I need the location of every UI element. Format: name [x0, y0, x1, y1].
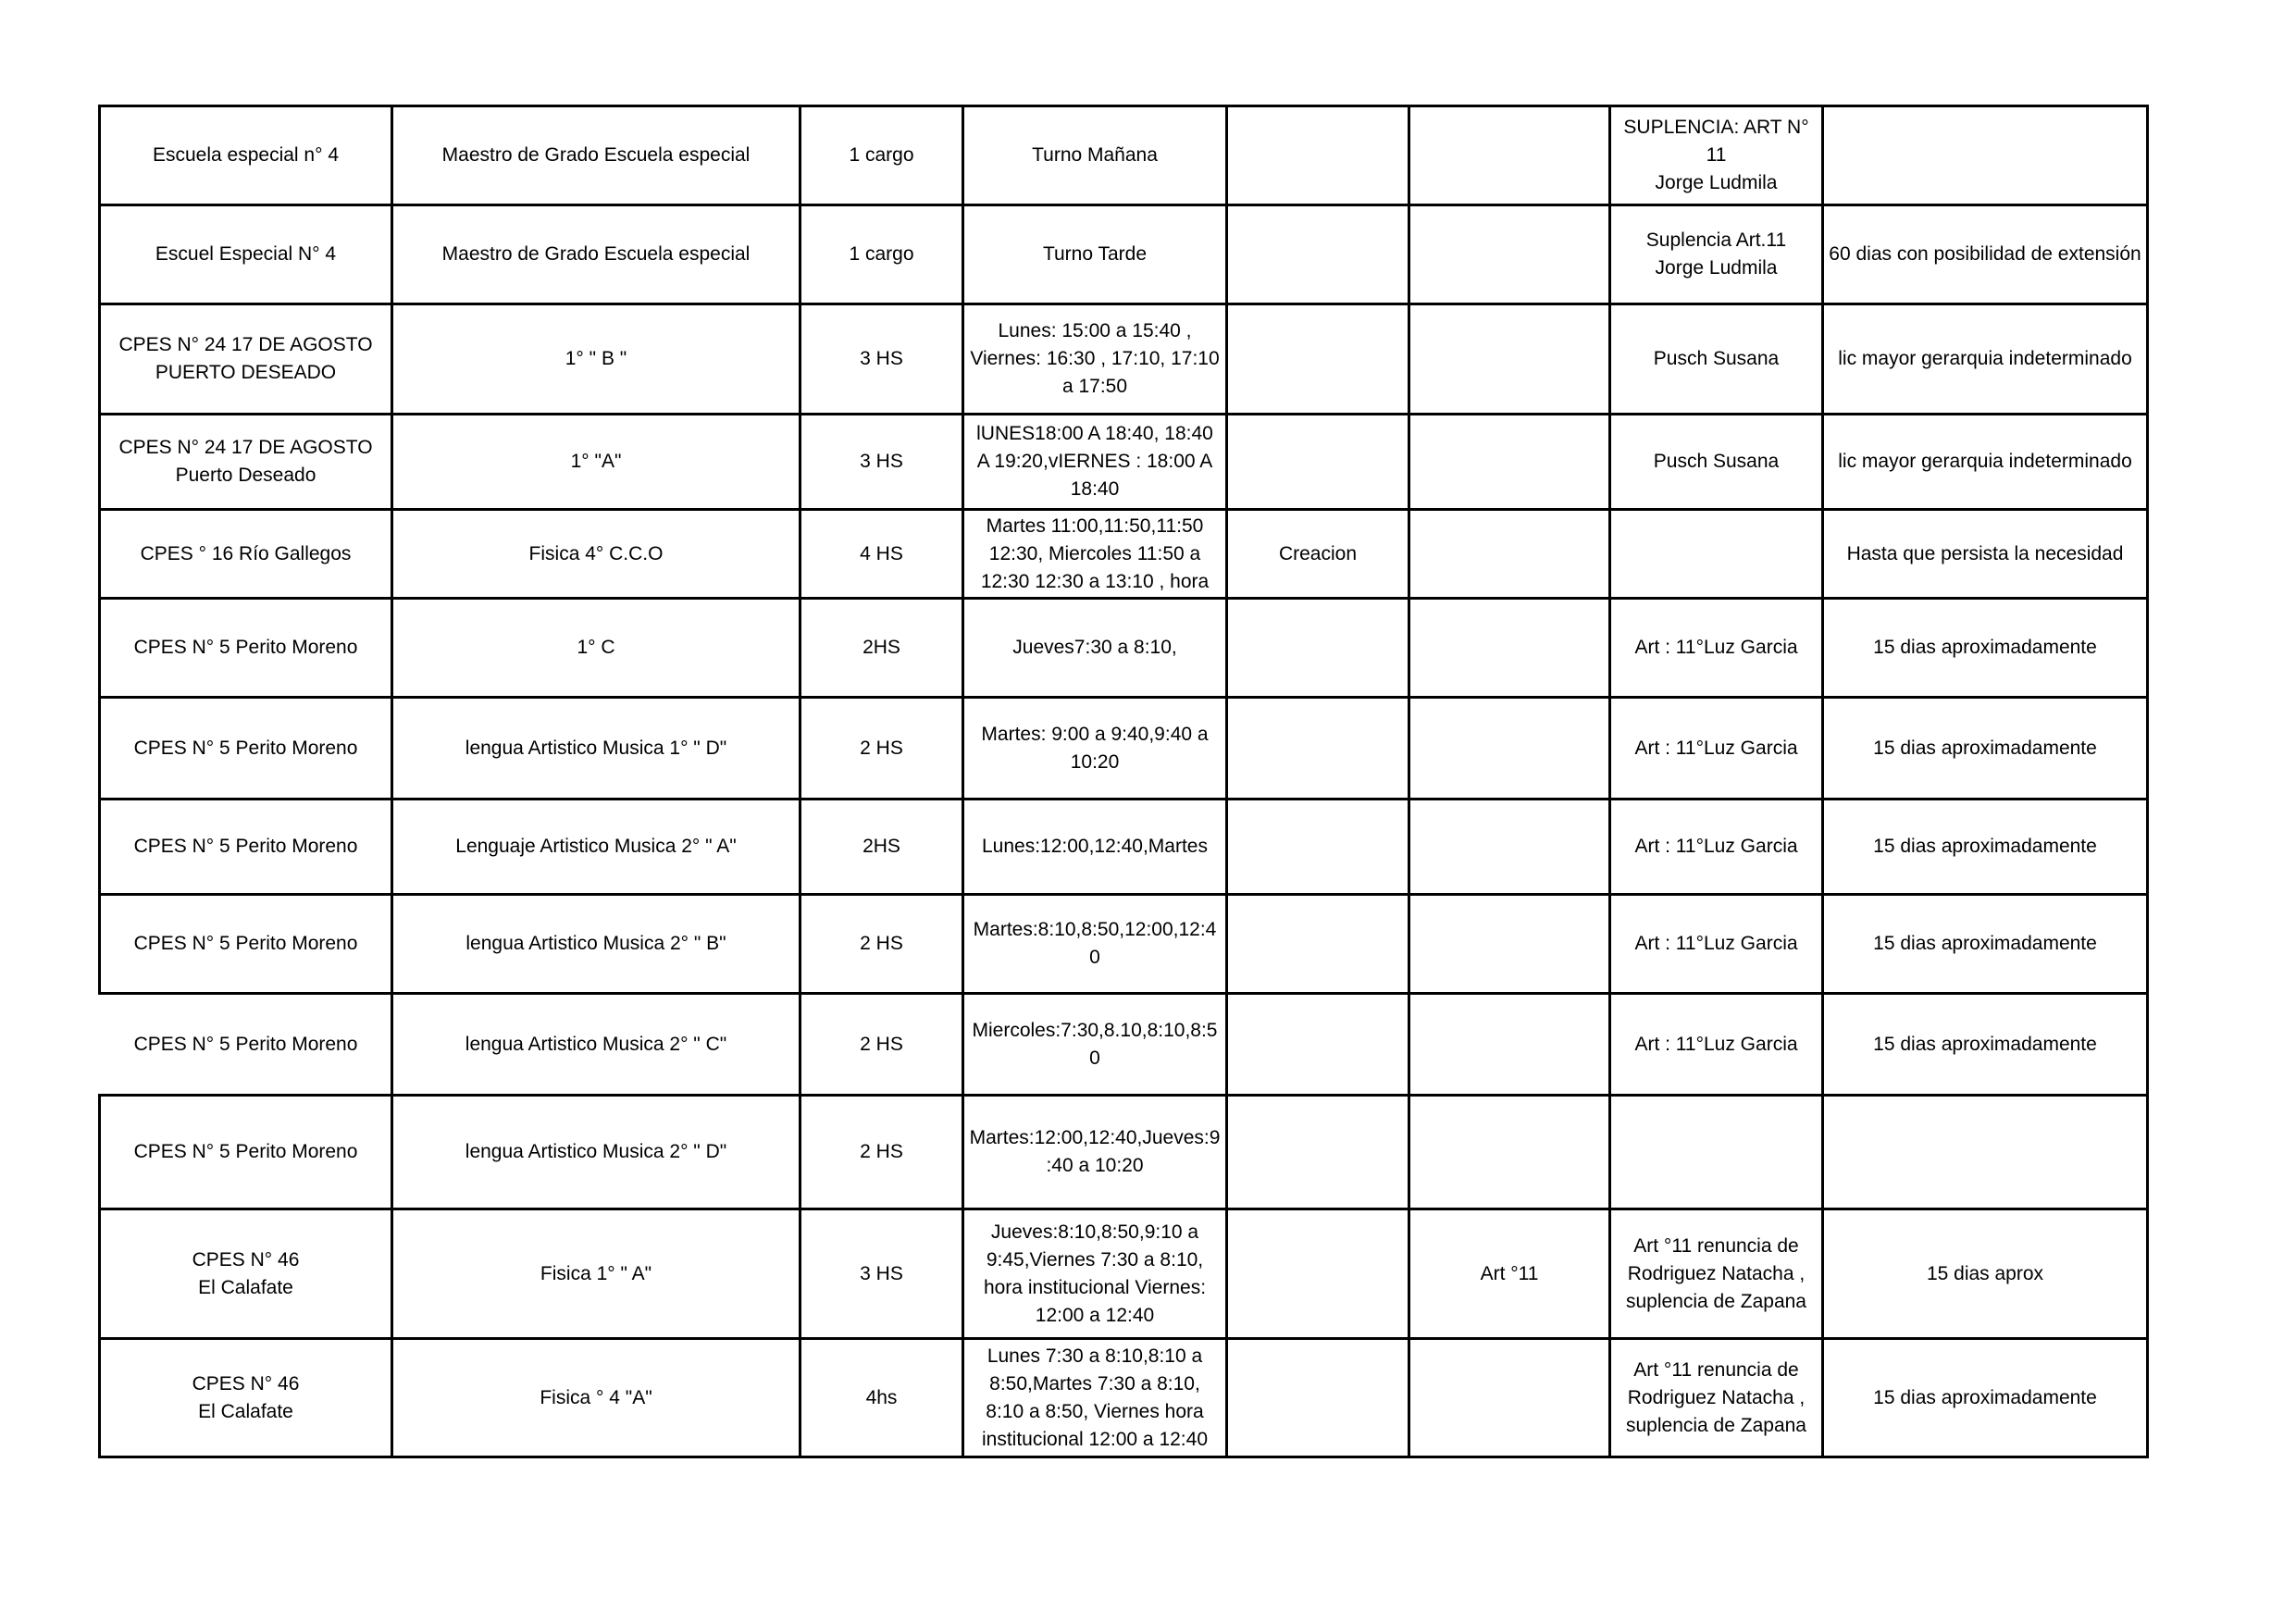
- substitute-cell-text: Pusch Susana: [1653, 348, 1780, 369]
- quantity-cell: [800, 304, 963, 415]
- table-row: [100, 106, 2148, 205]
- table-row: [100, 415, 2148, 510]
- school-cell-text: CPES N° 5 Perito Moreno: [133, 933, 358, 954]
- substitute-cell-text: Art : 11°Luz Garcia: [1634, 737, 1798, 759]
- duration-cell-text: 15 dias aproximadamente: [1873, 637, 2097, 658]
- school-cell-text: CPES N° 24 17 DE AGOSTO Puerto Deseado: [118, 437, 373, 486]
- position-cell-text: 1° " B ": [565, 348, 627, 369]
- substitute-cell-text: Art °11 renuncia de Rodriguez Natacha , suplencia de Zapana: [1626, 1234, 1806, 1312]
- position-cell: [392, 800, 800, 895]
- school-cell-text: CPES N° 46 El Calafate: [192, 1372, 300, 1422]
- school-cell-text: CPES ° 16 Río Gallegos: [140, 542, 352, 564]
- substitute-cell-text: SUPLENCIA: ART N° 11 Jorge Ludmila: [1623, 117, 1809, 193]
- duration-cell: [1823, 994, 2148, 1096]
- substitute-cell: [1610, 1096, 1823, 1209]
- quantity-cell-text: 3 HS: [860, 451, 903, 472]
- schedule-cell-text: Turno Tarde: [1042, 243, 1148, 265]
- schedule-cell: [963, 1339, 1227, 1457]
- position-cell: [392, 415, 800, 510]
- type-cell: [1227, 510, 1409, 599]
- school-cell-text: CPES N° 5 Perito Moreno: [133, 1141, 358, 1162]
- substitute-cell: [1610, 599, 1823, 698]
- school-cell: [100, 1339, 392, 1457]
- schedule-cell: [963, 1209, 1227, 1339]
- quantity-cell: [800, 205, 963, 304]
- school-cell: [100, 1209, 392, 1339]
- substitute-cell: [1610, 510, 1823, 599]
- article-cell: [1409, 1339, 1610, 1457]
- type-cell: [1227, 698, 1409, 800]
- position-cell-text: 1° "A": [570, 451, 622, 472]
- quantity-cell: [800, 994, 963, 1096]
- table-body: [100, 106, 2148, 1457]
- schedule-cell: [963, 1096, 1227, 1209]
- duration-cell: [1823, 1096, 2148, 1209]
- duration-cell: [1823, 1209, 2148, 1339]
- type-cell: [1227, 994, 1409, 1096]
- schedule-cell: [963, 415, 1227, 510]
- article-cell: [1409, 1096, 1610, 1209]
- substitute-cell-text: Art : 11°Luz Garcia: [1634, 1033, 1798, 1055]
- table-row: [100, 1096, 2148, 1209]
- table-row: [100, 800, 2148, 895]
- duration-cell: [1823, 415, 2148, 510]
- table-row: [100, 304, 2148, 415]
- position-cell: [392, 1339, 800, 1457]
- position-cell: [392, 510, 800, 599]
- schedule-cell-text: Lunes: 15:00 a 15:40 , Viernes: 16:30 , 17:10, 17:10 a 17:50: [970, 320, 1220, 397]
- position-cell: [392, 895, 800, 994]
- duration-cell-text: 15 dias aprox: [1926, 1262, 2044, 1284]
- article-cell: [1409, 415, 1610, 510]
- schedule-cell: [963, 304, 1227, 415]
- substitute-cell-text: Art °11 renuncia de Rodriguez Natacha , suplencia de Zapana: [1626, 1358, 1806, 1436]
- substitute-cell: [1610, 800, 1823, 895]
- schedule-cell-text: Lunes 7:30 a 8:10,8:10 a 8:50,Martes 7:30 a 8:10, 8:10 a 8:50, Viernes hora institucional 12:00 a 12:40: [981, 1345, 1208, 1450]
- school-cell-text: Escuela especial n° 4: [152, 144, 340, 166]
- quantity-cell: [800, 895, 963, 994]
- position-cell-text: lengua Artistico Musica 1° " D": [465, 737, 727, 759]
- school-cell: [100, 304, 392, 415]
- quantity-cell-text: 2 HS: [860, 933, 903, 954]
- school-cell: [100, 698, 392, 800]
- quantity-cell-text: 3 HS: [860, 1262, 903, 1284]
- substitute-cell: [1610, 304, 1823, 415]
- duration-cell-text: lic mayor gerarquia indeterminado: [1838, 451, 2132, 472]
- substitute-cell: [1610, 895, 1823, 994]
- schedule-cell-text: Turno Mañana: [1032, 144, 1158, 166]
- school-cell-text: CPES N° 5 Perito Moreno: [133, 1033, 358, 1055]
- position-cell-text: 1° C: [577, 637, 615, 658]
- type-cell: [1227, 1339, 1409, 1457]
- duration-cell: [1823, 205, 2148, 304]
- substitute-cell-text: Suplencia Art.11 Jorge Ludmila: [1645, 229, 1787, 279]
- position-cell-text: Fisica 4° C.C.O: [528, 542, 664, 564]
- duration-cell: [1823, 304, 2148, 415]
- duration-cell: [1823, 1339, 2148, 1457]
- school-cell-text: CPES N° 5 Perito Moreno: [133, 637, 358, 658]
- position-cell-text: lengua Artistico Musica 2° " D": [465, 1141, 727, 1162]
- quantity-cell-text: 3 HS: [860, 348, 903, 369]
- school-cell-text: CPES N° 5 Perito Moreno: [133, 836, 358, 857]
- duration-cell: [1823, 800, 2148, 895]
- duration-cell: [1823, 510, 2148, 599]
- position-cell-text: Maestro de Grado Escuela especial: [441, 243, 751, 265]
- substitute-cell-text: Art : 11°Luz Garcia: [1634, 933, 1798, 954]
- article-cell: [1409, 106, 1610, 205]
- schedule-cell-text: Lunes:12:00,12:40,Martes: [981, 836, 1208, 857]
- schedule-cell-text: Martes: 9:00 a 9:40,9:40 a 10:20: [981, 723, 1209, 773]
- quantity-cell-text: 2HS: [863, 836, 900, 857]
- quantity-cell-text: 2HS: [863, 637, 900, 658]
- article-cell: [1409, 510, 1610, 599]
- type-cell: [1227, 106, 1409, 205]
- type-cell: [1227, 895, 1409, 994]
- schedule-cell-text: Jueves:8:10,8:50,9:10 a 9:45,Viernes 7:30 a 8:10, hora institucional Viernes: 12:00 a 12:40: [983, 1221, 1207, 1326]
- schedule-cell-text: Martes:8:10,8:50,12:00,12:4 0: [973, 919, 1217, 968]
- schedule-cell: [963, 698, 1227, 800]
- duration-cell: [1823, 895, 2148, 994]
- substitute-cell-text: Pusch Susana: [1653, 451, 1780, 472]
- schedule-cell-text: lUNES18:00 A 18:40, 18:40 A 19:20,vIERNES : 18:00 A 18:40: [976, 423, 1213, 500]
- type-cell: [1227, 800, 1409, 895]
- table-row: [100, 698, 2148, 800]
- position-cell: [392, 205, 800, 304]
- type-cell: [1227, 599, 1409, 698]
- article-cell: [1409, 895, 1610, 994]
- quantity-cell: [800, 698, 963, 800]
- table-row: [100, 205, 2148, 304]
- school-cell: [100, 800, 392, 895]
- duration-cell-text: 15 dias aproximadamente: [1873, 1386, 2097, 1408]
- article-cell: [1409, 698, 1610, 800]
- substitute-cell: [1610, 415, 1823, 510]
- substitute-cell: [1610, 698, 1823, 800]
- school-cell: [100, 895, 392, 994]
- type-cell: [1227, 1209, 1409, 1339]
- school-cell: [100, 106, 392, 205]
- quantity-cell: [800, 1096, 963, 1209]
- schedule-cell: [963, 510, 1227, 599]
- article-cell: [1409, 304, 1610, 415]
- quantity-cell-text: 4 HS: [860, 542, 903, 564]
- quantity-cell: [800, 1209, 963, 1339]
- duration-cell-text: 60 dias con posibilidad de extensión: [1829, 243, 2141, 265]
- schedule-cell: [963, 994, 1227, 1096]
- school-cell-text: CPES N° 24 17 DE AGOSTO PUERTO DESEADO: [118, 334, 373, 383]
- school-cell: [100, 415, 392, 510]
- quantity-cell-text: 2 HS: [860, 737, 903, 759]
- article-cell: [1409, 800, 1610, 895]
- position-cell: [392, 698, 800, 800]
- school-cell-text: CPES N° 46 El Calafate: [192, 1248, 300, 1298]
- position-cell: [392, 994, 800, 1096]
- substitute-cell: [1610, 994, 1823, 1096]
- schedule-cell-text: Martes 11:00,11:50,11:50 12:30, Miercoles 11:50 a 12:30 12:30 a 13:10 , hora: [980, 514, 1210, 592]
- vacancy-table: [98, 105, 2149, 1458]
- article-cell-text: Art °11: [1480, 1262, 1539, 1284]
- table-row: [100, 1339, 2148, 1457]
- position-cell: [392, 599, 800, 698]
- substitute-cell-text: Art : 11°Luz Garcia: [1634, 637, 1798, 658]
- school-cell-text: Escuel Especial N° 4: [155, 243, 337, 265]
- school-cell: [100, 994, 392, 1096]
- duration-cell: [1823, 106, 2148, 205]
- table-row: [100, 510, 2148, 599]
- schedule-cell: [963, 895, 1227, 994]
- table-row: [100, 1209, 2148, 1339]
- quantity-cell-text: 4hs: [865, 1386, 898, 1408]
- schedule-cell-text: Miercoles:7:30,8.10,8:10,8:5 0: [972, 1019, 1218, 1069]
- position-cell-text: lengua Artistico Musica 2° " B": [465, 933, 726, 954]
- position-cell: [392, 106, 800, 205]
- position-cell-text: Fisica 1° " A": [540, 1262, 652, 1284]
- type-cell: [1227, 1096, 1409, 1209]
- table-row: [100, 895, 2148, 994]
- duration-cell-text: lic mayor gerarquia indeterminado: [1838, 348, 2132, 369]
- quantity-cell: [800, 800, 963, 895]
- duration-cell: [1823, 698, 2148, 800]
- type-cell-text: Creacion: [1278, 542, 1358, 564]
- schedule-cell: [963, 106, 1227, 205]
- quantity-cell-text: 2 HS: [860, 1141, 903, 1162]
- duration-cell-text: Hasta que persista la necesidad: [1846, 542, 2124, 564]
- type-cell: [1227, 304, 1409, 415]
- substitute-cell: [1610, 1209, 1823, 1339]
- schedule-cell: [963, 599, 1227, 698]
- duration-cell-text: 15 dias aproximadamente: [1873, 933, 2097, 954]
- position-cell-text: lengua Artistico Musica 2° " C": [465, 1033, 727, 1055]
- substitute-cell-text: Art : 11°Luz Garcia: [1634, 836, 1798, 857]
- table-row: [100, 599, 2148, 698]
- table-row: [100, 994, 2148, 1096]
- quantity-cell: [800, 599, 963, 698]
- position-cell-text: Fisica ° 4 "A": [540, 1386, 652, 1408]
- quantity-cell-text: 2 HS: [860, 1033, 903, 1055]
- article-cell: [1409, 205, 1610, 304]
- quantity-cell: [800, 415, 963, 510]
- schedule-cell: [963, 205, 1227, 304]
- position-cell: [392, 1096, 800, 1209]
- duration-cell-text: 15 dias aproximadamente: [1873, 836, 2097, 857]
- duration-cell-text: 15 dias aproximadamente: [1873, 737, 2097, 759]
- substitute-cell: [1610, 106, 1823, 205]
- quantity-cell-text: 1 cargo: [849, 243, 914, 265]
- duration-cell: [1823, 599, 2148, 698]
- type-cell: [1227, 415, 1409, 510]
- position-cell: [392, 1209, 800, 1339]
- position-cell: [392, 304, 800, 415]
- article-cell: [1409, 1209, 1610, 1339]
- quantity-cell-text: 1 cargo: [849, 144, 914, 166]
- substitute-cell: [1610, 1339, 1823, 1457]
- article-cell: [1409, 994, 1610, 1096]
- school-cell: [100, 205, 392, 304]
- quantity-cell: [800, 106, 963, 205]
- school-cell-text: CPES N° 5 Perito Moreno: [133, 737, 358, 759]
- schedule-cell-text: Jueves7:30 a 8:10,: [1012, 637, 1177, 658]
- type-cell: [1227, 205, 1409, 304]
- quantity-cell: [800, 1339, 963, 1457]
- schedule-cell: [963, 800, 1227, 895]
- school-cell: [100, 599, 392, 698]
- school-cell: [100, 510, 392, 599]
- quantity-cell: [800, 510, 963, 599]
- schedule-cell-text: Martes:12:00,12:40,Jueves:9 :40 a 10:20: [969, 1127, 1221, 1176]
- school-cell: [100, 1096, 392, 1209]
- position-cell-text: Maestro de Grado Escuela especial: [441, 144, 751, 166]
- article-cell: [1409, 599, 1610, 698]
- duration-cell-text: 15 dias aproximadamente: [1873, 1033, 2097, 1055]
- substitute-cell: [1610, 205, 1823, 304]
- position-cell-text: Lenguaje Artistico Musica 2° " A": [455, 836, 737, 857]
